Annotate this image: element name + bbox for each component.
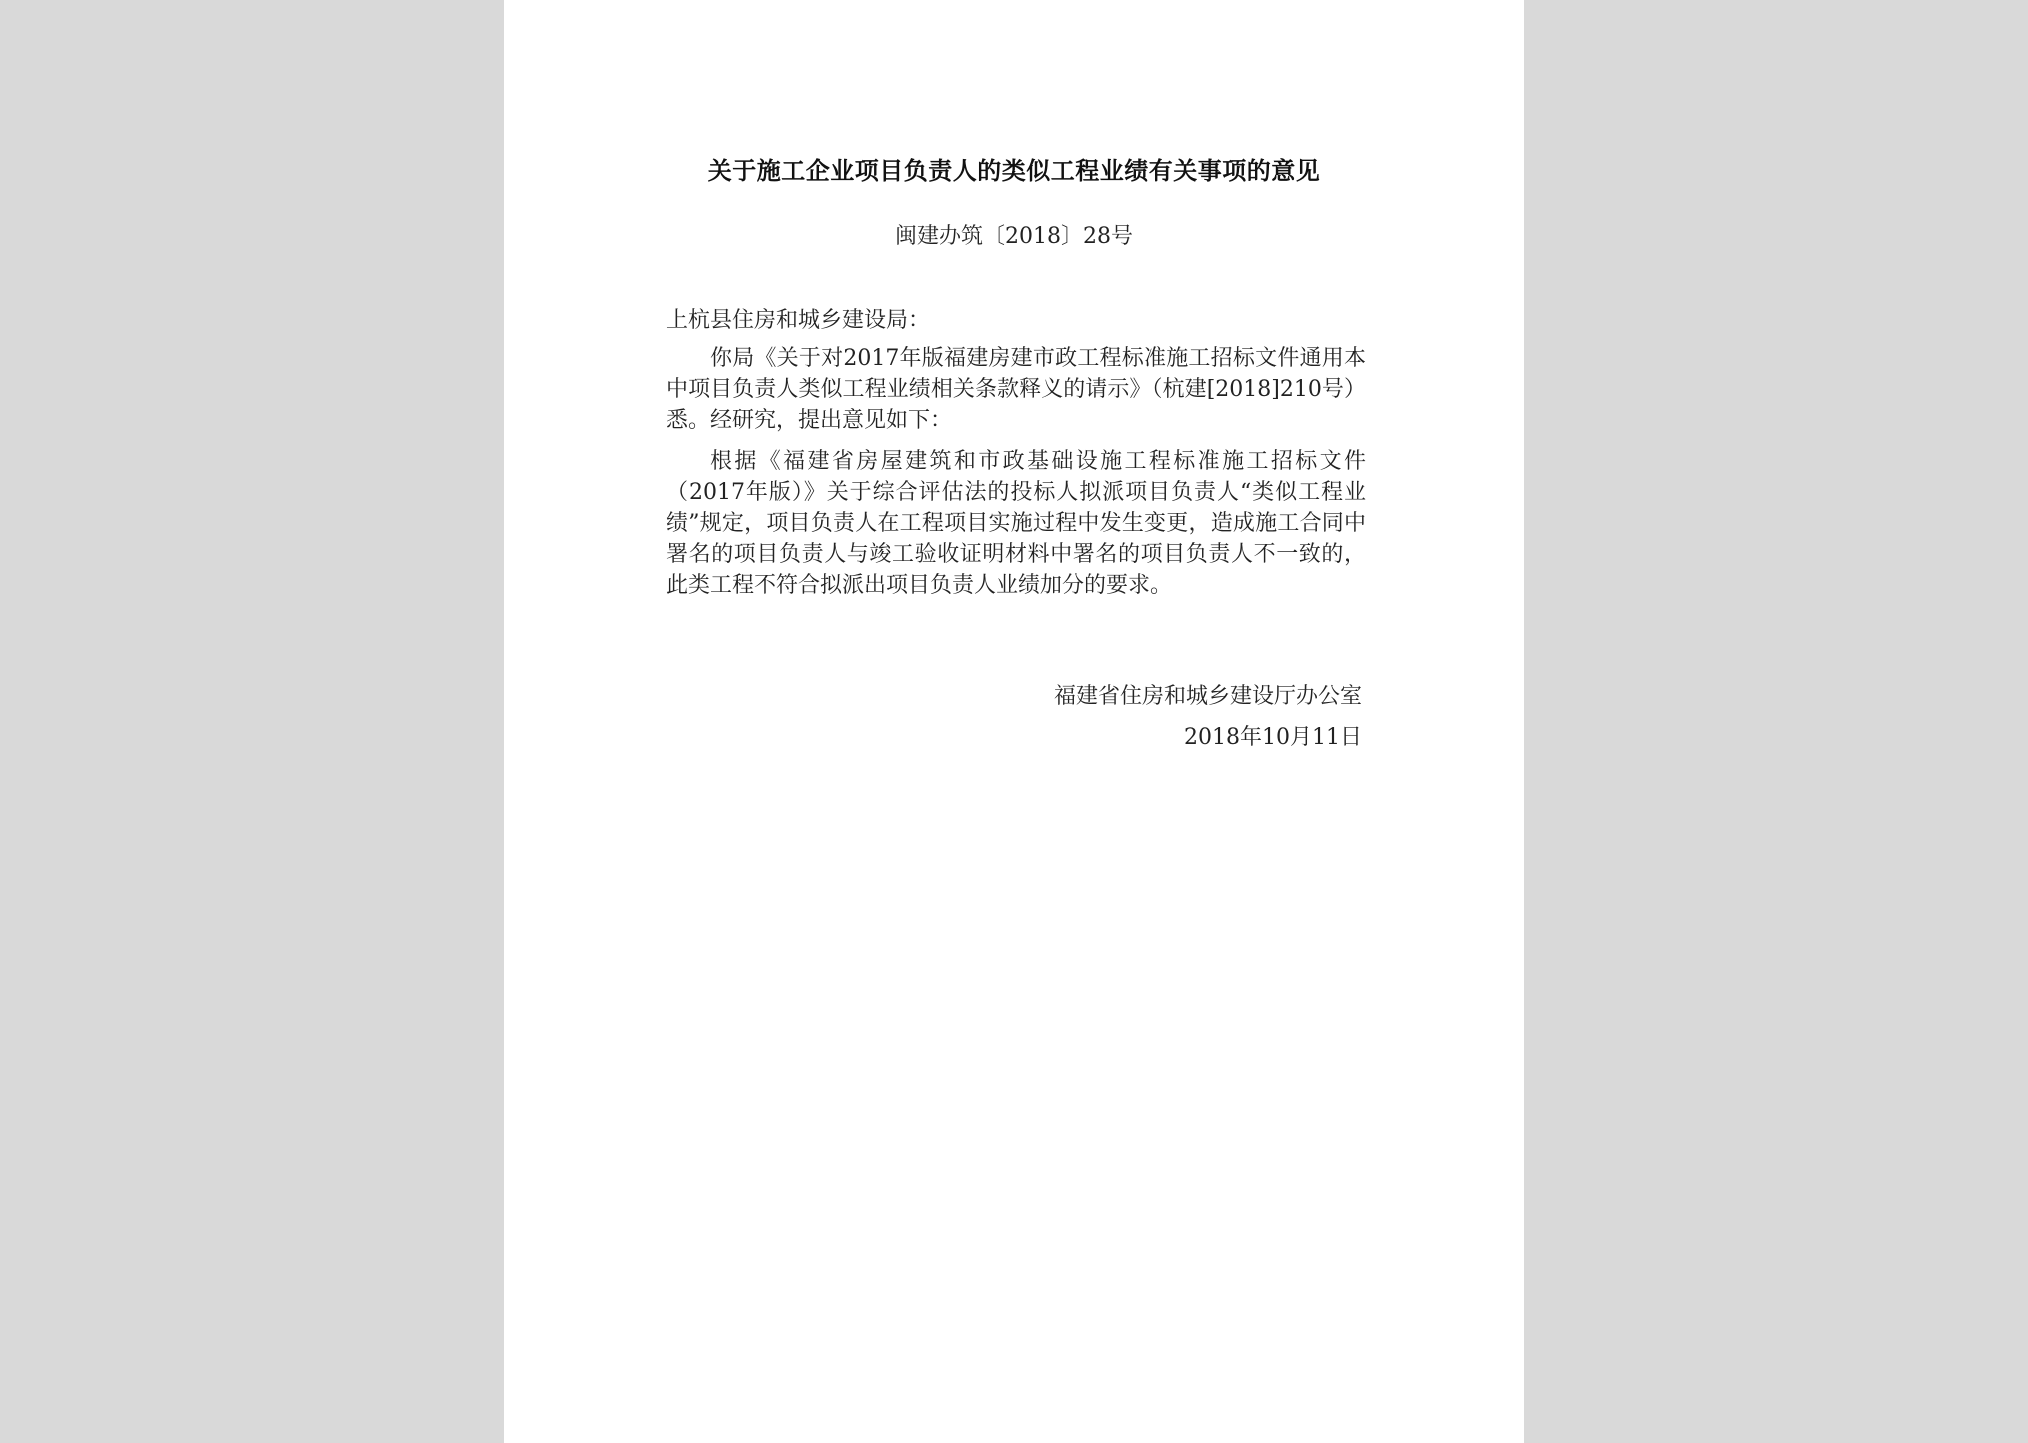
document-page [504,0,1524,1443]
paragraph-2: 根据《福建省房屋建筑和市政基础设施工程标准施工招标文件（2017年版）》关于综合评估法的投标人拟派项目负责人“类似工程业绩”规定，项目负责人在工程项目实施过程中发生变更，造成施工合同中署名的项目负责人与竣工验收证明材料中署名的项目负责人不一致的，此类工程不符合拟派出项目负责人业绩加分的要求。 [666,449,1366,598]
paragraph-1: 你局《关于对2017年版福建房建市政工程标准施工招标文件通用本中项目负责人类似工程业绩相关条款释义的请示》（杭建[2018]210号）悉。经研究，提出意见如下： [666,346,1366,433]
addressee: 上杭县住房和城乡建设局： [666,308,931,333]
signature-organization: 福建省住房和城乡建设厅办公室 [1053,684,1362,709]
signature-date: 2018年10月11日 [1184,725,1362,750]
document-number: 闽建办筑〔2018〕28号 [895,224,1133,249]
document-title: 关于施工企业项目负责人的类似工程业绩有关事项的意见 [707,157,1321,185]
